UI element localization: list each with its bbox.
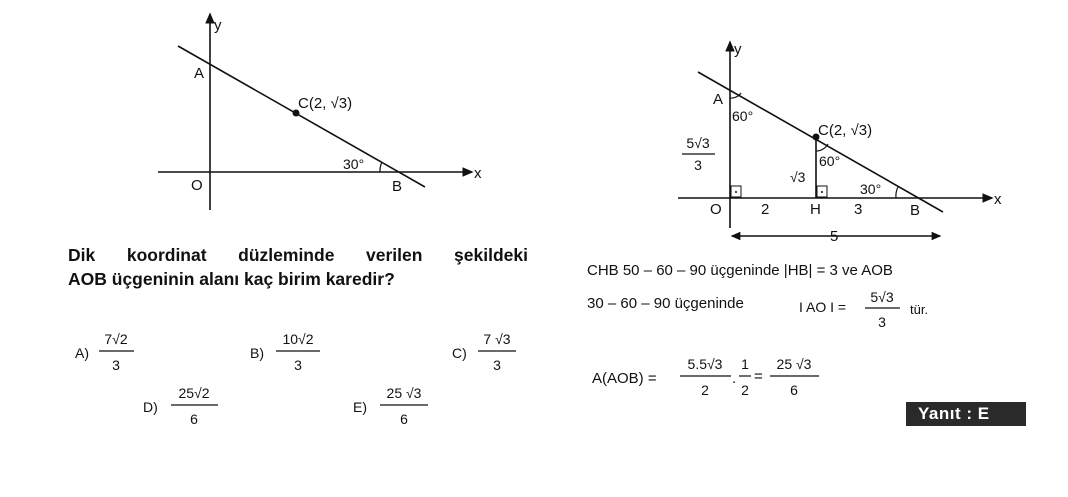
question-text bbox=[68, 243, 528, 291]
solution-line-2-prefix: 30 – 60 – 90 üçgeninde bbox=[587, 295, 744, 312]
choice-c-den: 3 bbox=[493, 357, 501, 373]
point-a-label-2: A bbox=[713, 91, 724, 108]
choice-e-den: 6 bbox=[400, 411, 408, 427]
ao-num-label: 5√3 bbox=[686, 135, 710, 151]
choice-e-num: 25 √3 bbox=[386, 385, 422, 401]
right-angle-h-dot bbox=[821, 191, 823, 193]
choice-c-num: 7 √3 bbox=[483, 331, 511, 347]
point-b-label: B bbox=[392, 178, 403, 195]
choice-a[interactable] bbox=[75, 331, 134, 373]
area-f1-den: 2 bbox=[701, 382, 709, 398]
choice-b[interactable] bbox=[250, 331, 320, 373]
area-f1-num: 5.5√3 bbox=[687, 356, 723, 372]
figure-2 bbox=[670, 38, 1010, 248]
angle-arc bbox=[380, 162, 382, 172]
answer-badge: Yanıt : E bbox=[906, 402, 1026, 426]
answer-choices bbox=[60, 320, 540, 440]
question-line-1: Dik koordinat düzleminde verilen şekildeki bbox=[68, 245, 528, 265]
point-c-label-2: C(2, √3) bbox=[818, 122, 873, 139]
right-angle-o-dot bbox=[735, 191, 737, 193]
point-a-label: A bbox=[194, 65, 205, 82]
choice-d-den: 6 bbox=[190, 411, 198, 427]
choice-b-num: 10√2 bbox=[282, 331, 314, 347]
point-h-label: H bbox=[810, 201, 821, 218]
choice-e-letter: E) bbox=[353, 399, 367, 415]
oh-length-label: 2 bbox=[761, 201, 770, 218]
ao-fraction-num: 5√3 bbox=[870, 289, 894, 305]
choice-d-num: 25√2 bbox=[178, 385, 210, 401]
area-f3-num: 25 √3 bbox=[776, 356, 812, 372]
axis-y-label: y bbox=[214, 17, 222, 34]
area-f3-den: 6 bbox=[790, 382, 798, 398]
line-ab-2 bbox=[698, 72, 943, 212]
choice-b-den: 3 bbox=[294, 357, 302, 373]
axis-x-label-2: x bbox=[994, 191, 1002, 208]
point-b-label-2: B bbox=[910, 202, 921, 219]
area-f2-num: 1 bbox=[741, 356, 749, 372]
origin-label-2: O bbox=[710, 201, 722, 218]
ao-fraction-den: 3 bbox=[878, 314, 886, 330]
choice-d[interactable] bbox=[143, 385, 218, 427]
area-label: A(AOB) = bbox=[592, 370, 657, 387]
ob-length-label: 5 bbox=[830, 228, 839, 245]
choice-a-letter: A) bbox=[75, 345, 89, 361]
angle-c-label: 60° bbox=[819, 153, 841, 169]
choice-a-den: 3 bbox=[112, 357, 120, 373]
angle-a-label: 60° bbox=[732, 108, 754, 124]
choice-a-num: 7√2 bbox=[104, 331, 128, 347]
choice-e[interactable] bbox=[353, 385, 428, 427]
question-line-2: AOB üçgeninin alanı kaç birim karedir? bbox=[68, 269, 395, 289]
ao-den-label: 3 bbox=[694, 157, 702, 173]
choice-d-letter: D) bbox=[143, 399, 158, 415]
solution-line-1: CHB 50 – 60 – 90 üçgeninde |HB| = 3 ve AOB bbox=[587, 262, 893, 279]
area-equals: = bbox=[754, 368, 763, 385]
solution-line-2 bbox=[585, 283, 965, 343]
figure-1 bbox=[150, 10, 490, 215]
ao-equation-label: I AO I = bbox=[799, 299, 847, 315]
angle-label: 30° bbox=[343, 156, 365, 172]
point-c-label: C(2, √3) bbox=[298, 95, 353, 112]
origin-label: O bbox=[191, 177, 203, 194]
area-f2-den: 2 bbox=[741, 382, 749, 398]
line-ab bbox=[178, 46, 425, 187]
angle-arc-b bbox=[896, 187, 898, 198]
area-dot: . bbox=[732, 370, 737, 387]
solution-line-2-suffix: tür. bbox=[910, 302, 929, 317]
choice-c-letter: C) bbox=[452, 345, 467, 361]
angle-b-label: 30° bbox=[860, 181, 882, 197]
hb-length-label: 3 bbox=[854, 201, 863, 218]
axis-x-label: x bbox=[474, 165, 482, 182]
choice-b-letter: B) bbox=[250, 345, 264, 361]
ch-length-label: √3 bbox=[790, 169, 806, 185]
axis-y-label-2: y bbox=[734, 41, 742, 58]
area-formula bbox=[588, 347, 848, 407]
choice-c[interactable] bbox=[452, 331, 516, 373]
